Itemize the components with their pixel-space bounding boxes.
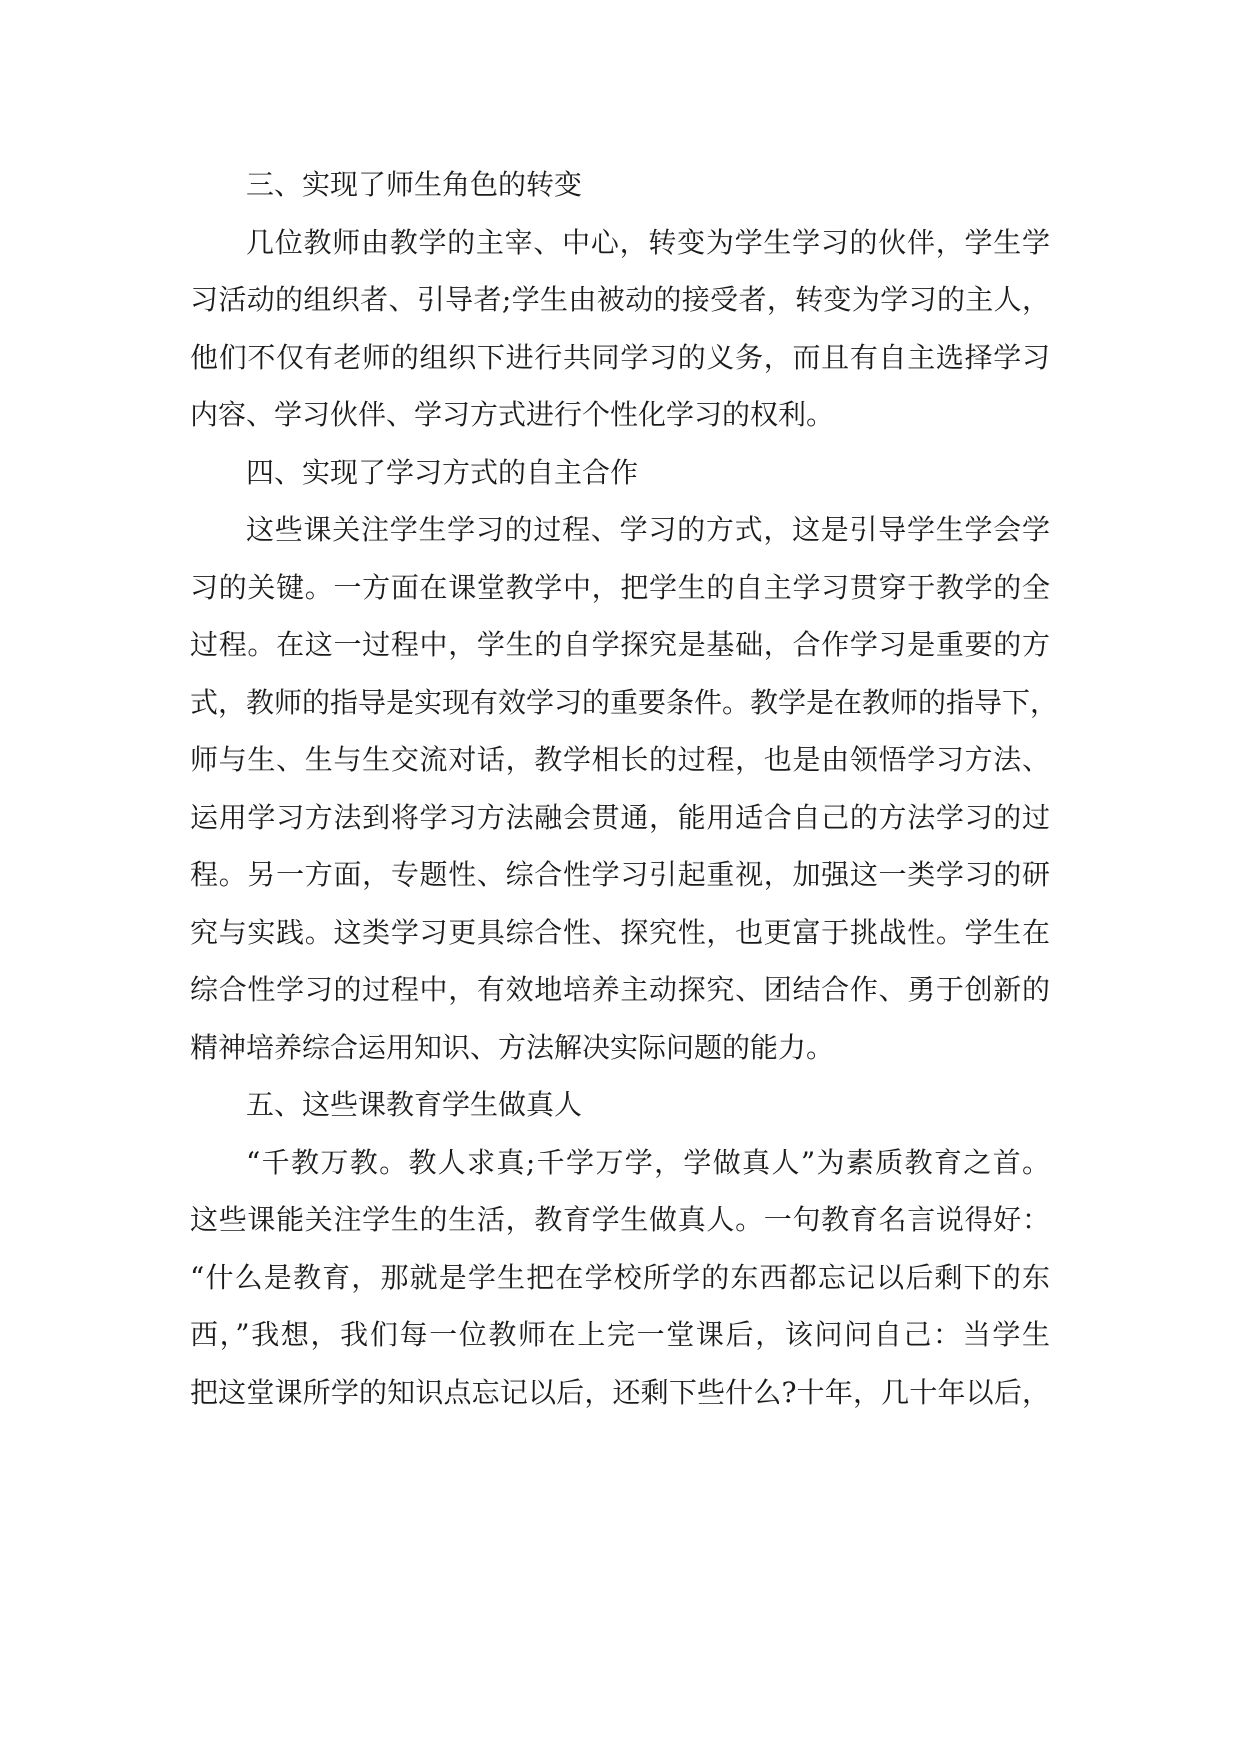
document-body <box>190 156 1059 1421</box>
paragraph-line: 内容、学习伙伴、学习方式进行个性化学习的权利。 <box>190 398 835 431</box>
paragraph-line: 师与生、生与生交流对话，教学相长的过程，也是由领悟学习方法、 <box>190 743 1050 776</box>
section-heading-5: 五、这些课教育学生做真人 <box>246 1088 583 1121</box>
paragraph-line: 习活动的组织者、引导者;学生由被动的接受者，转变为学习的主人， <box>190 283 1050 316</box>
paragraph-line: 过程。在这一过程中，学生的自学探究是基础，合作学习是重要的方 <box>190 628 1050 661</box>
paragraph-line: 西，”我想，我们每一位教师在上完一堂课后，该问问自己：当学生 <box>190 1318 1050 1351</box>
paragraph-line: 把这堂课所学的知识点忘记以后，还剩下些什么?十年，几十年以后， <box>190 1375 1050 1409</box>
paragraph-line: 这些课关注学生学习的过程、学习的方式，这是引导学生学会学 <box>246 513 1050 546</box>
paragraph-line: 程。另一方面，专题性、综合性学习引起重视，加强这一类学习的研 <box>190 858 1050 891</box>
paragraph-line: 精神培养综合运用知识、方法解决实际问题的能力。 <box>190 1030 835 1064</box>
paragraph-line: 式，教师的指导是实现有效学习的重要条件。教学是在教师的指导下， <box>190 685 1059 719</box>
section-heading-3: 三、实现了师生角色的转变 <box>246 168 583 201</box>
paragraph-line: 运用学习方法到将学习方法融会贯通，能用适合自己的方法学习的过 <box>190 800 1050 834</box>
paragraph-line: 他们不仅有老师的组织下进行共同学习的义务，而且有自主选择学习 <box>190 340 1050 374</box>
paragraph-line: 究与实践。这类学习更具综合性、探究性，也更富于挑战性。学生在 <box>190 915 1050 949</box>
paragraph-line: 几位教师由教学的主宰、中心，转变为学生学习的伙伴，学生学 <box>246 225 1050 259</box>
section-heading-4: 四、实现了学习方式的自主合作 <box>246 455 639 489</box>
paragraph-line: “什么是教育，那就是学生把在学校所学的东西都忘记以后剩下的东 <box>190 1260 1050 1294</box>
paragraph-line: 习的关键。一方面在课堂教学中，把学生的自主学习贯穿于教学的全 <box>190 570 1050 604</box>
paragraph-line: 综合性学习的过程中，有效地培养主动探究、团结合作、勇于创新的 <box>190 973 1050 1006</box>
paragraph-line: 这些课能关注学生的生活，教育学生做真人。一句教育名言说得好： <box>190 1203 1050 1236</box>
paragraph-line: “千教万教。教人求真;千学万学，学做真人”为素质教育之首。 <box>246 1145 1050 1179</box>
